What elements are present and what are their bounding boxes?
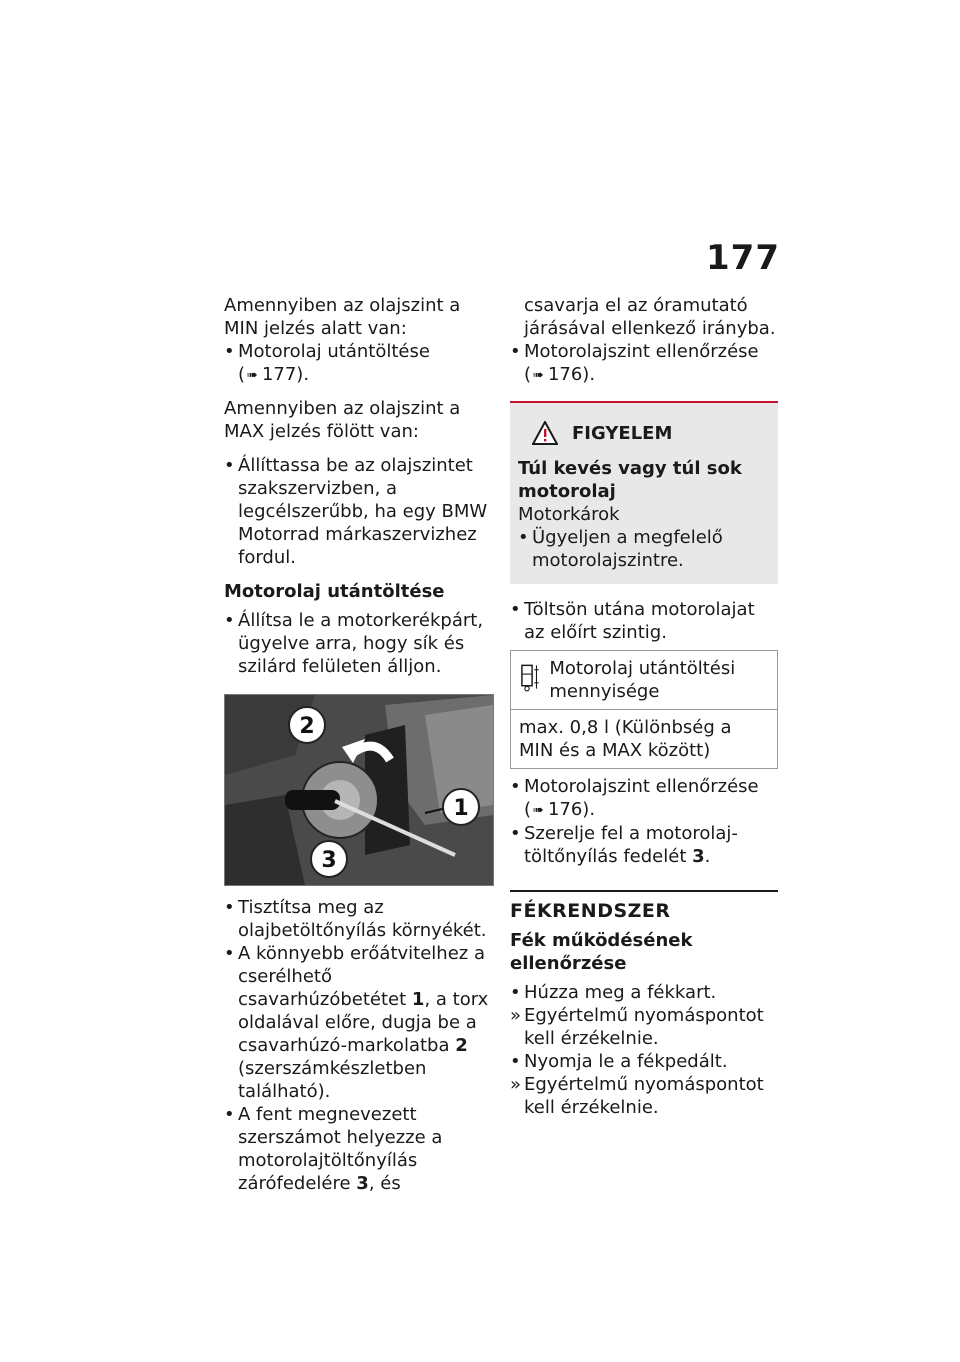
page-ref-link[interactable]: 176).: [547, 364, 596, 385]
figure-label-2: 2: [299, 714, 315, 739]
reference-arrow-icon: ➠: [247, 368, 258, 383]
list-item: • Állíttassa be az olajszintet szakszervizben, a legcélszerűbb, ha egy BMW Motorrad márkaszervizhez fordul.: [224, 454, 494, 569]
list-item: • Állítsa le a motorkerékpárt, ügyelve arra, hogy sík és szilárd felületen álljon.: [224, 609, 494, 678]
illustration-image: [225, 695, 493, 885]
left-column: [224, 294, 494, 1195]
oil-filler-figure: [224, 694, 494, 886]
reference-arrow-icon: ➠: [533, 368, 544, 383]
continued-text: csavarja el az óramutató járásával ellenkező irányba.: [524, 295, 776, 339]
spec-value: max. 0,8 l (Különbség a MIN és a MAX között): [519, 717, 732, 761]
list-item: • A fent megnevezett szerszámot helyezze a motorolajtöltőnyílás zárófedelére 3, és: [224, 1103, 494, 1195]
result-item: » Egyértelmű nyomáspontot kell érzékelnie.: [510, 1004, 778, 1050]
spec-header: [511, 651, 777, 710]
list-item: • A könnyebb erőátvitelhez a cserélhető csavarhúzóbetétet 1, a torx oldalával előre, dugja be a csavarhúzó-markolatba 2 (szerszámkészletben található).: [224, 942, 494, 1103]
list-item: • Motorolajszint ellenőrzése ( ➠ 176).: [510, 775, 778, 822]
list-item: • Motorolaj utántöltése ( ➠ 177).: [224, 340, 494, 387]
max-condition: Amennyiben az olajszint a MAX jelzés fölött van:: [224, 398, 461, 442]
spec-label: Motorolaj utántöltési mennyisége: [549, 658, 736, 702]
list-item: • Nyomja le a fékpedált.: [510, 1050, 778, 1073]
warning-subtitle: Túl kevés vagy túl sok motorolaj: [518, 458, 742, 502]
warning-box: [510, 401, 778, 584]
page-ref-link[interactable]: 177).: [261, 364, 310, 385]
list-item: • Szerelje fel a motorolaj-töltőnyílás fedelét 3.: [510, 822, 778, 868]
list-item: • Motorolajszint ellenőrzése ( ➠ 176).: [510, 340, 778, 387]
list-item: • Tisztítsa meg az olajbetöltőnyílás környékét.: [224, 896, 494, 942]
right-column: [510, 294, 778, 1119]
list-item: • Húzza meg a fékkart.: [510, 981, 778, 1004]
page-ref-link[interactable]: 176).: [547, 799, 596, 820]
oil-dipstick-icon: [519, 657, 539, 697]
section-heading: Motorolaj utántöltése: [224, 581, 445, 602]
warning-text: Motorkárok: [518, 504, 620, 525]
subsection-heading: Fék működésének ellenőrzése: [510, 930, 693, 974]
page-number: 177: [706, 238, 780, 278]
min-condition: Amennyiben az olajszint a MIN jelzés alatt van:: [224, 295, 461, 339]
spec-table: [510, 650, 778, 769]
warning-header: [518, 421, 768, 445]
warning-bullet: • Ügyeljen a megfelelő motorolajszintre.: [518, 526, 768, 572]
warning-title: FIGYELEM: [572, 422, 673, 444]
figure-label-1: 1: [453, 796, 469, 821]
list-item: • Töltsön utána motorolajat az előírt szintig.: [510, 598, 778, 644]
warning-triangle-icon: [532, 421, 558, 445]
figure-label-3: 3: [321, 848, 337, 873]
reference-arrow-icon: ➠: [533, 803, 544, 818]
result-item: » Egyértelmű nyomáspontot kell érzékelnie.: [510, 1073, 778, 1119]
section-title: FÉKRENDSZER: [510, 890, 778, 923]
